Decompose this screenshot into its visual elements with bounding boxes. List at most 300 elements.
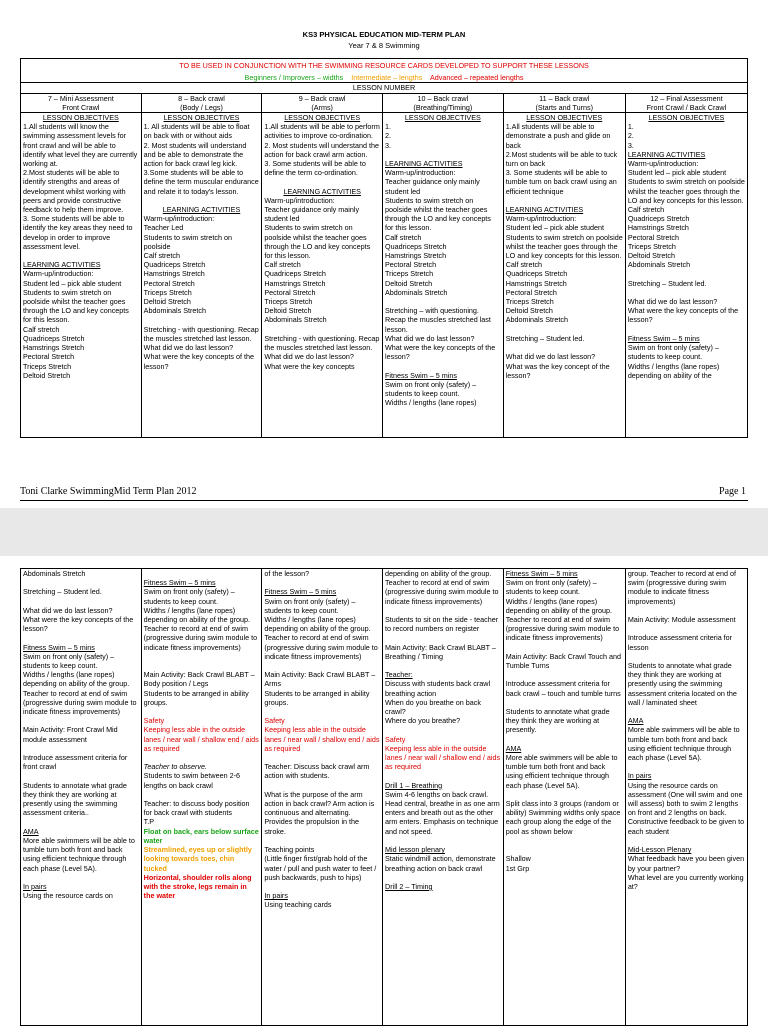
plan-line: [506, 643, 623, 652]
plan-line: [506, 196, 623, 205]
plan-line: Calf stretch: [23, 324, 60, 334]
plan-line: Stretching – Student led.: [627, 278, 707, 288]
plan-line: [628, 624, 745, 633]
plan-line: T.P: [143, 817, 155, 827]
plan-line: Widths / lengths (lane ropes) depending on ability of the group. Teacher to record at end of swim (progressive during swim module to indicate fitness improvements): [23, 670, 139, 717]
plan-line: [506, 845, 623, 854]
plan-line: Deltoid Stretch: [264, 306, 312, 316]
plan-line: Abdominals Stretch: [627, 260, 691, 270]
lesson-12-header: [625, 93, 747, 112]
plan-line: [23, 633, 139, 642]
plan-line: [628, 269, 745, 278]
plan-line: LESSON OBJECTIVES: [526, 113, 603, 123]
plan-line: In pairs: [627, 771, 652, 781]
plan-line: Warm-up/introduction:: [385, 168, 456, 178]
plan-line: Pectoral Stretch: [23, 352, 75, 362]
lesson-10-title: 10 – Back crawl: [417, 93, 469, 103]
lesson-11-title: 11 – Back crawl: [539, 93, 590, 103]
plan-line: Swim 4-6 lengths on back crawl. Head central, breathe in as one arm enters and breath out as the other arm enters. Emphasis on technique and not speed.: [385, 789, 502, 836]
plan-line: 1.: [627, 122, 634, 132]
plan-line: LEARNING ACTIVITIES: [385, 159, 463, 169]
lesson-7-body: [23, 113, 139, 437]
plan-line: 2. Most students will understand and be able to demonstrate the action for back crawl leg kick.: [143, 140, 249, 169]
plan-line: What were the key concepts of the lesson?: [143, 352, 256, 371]
plan-line: Deltoid Stretch: [143, 297, 191, 307]
plan-line: Warm-up/introduction:: [264, 195, 335, 205]
lesson-7-continued-body: [23, 569, 139, 1025]
plan-line: Fitness Swim – 5 mins: [264, 587, 337, 597]
plan-line: 2. Most students will understand the action for back crawl arm action.: [264, 140, 382, 159]
plan-line: [23, 251, 139, 260]
plan-line: [385, 633, 501, 642]
plan-line: What did we do last lesson?: [143, 343, 234, 353]
plan-line: More able swimmers will be able to tumble turn both front and back using efficient technique through each phase (Level 5A).: [23, 835, 137, 873]
plan-line: Pectoral Stretch: [505, 287, 557, 297]
lesson-11-body: [506, 113, 623, 437]
footer-page-number: Page 1: [719, 486, 746, 497]
plan-line: 3. Some students will be able to define the term co-ordination.: [264, 159, 368, 178]
plan-line: What did we do last lesson?: [264, 352, 354, 362]
lesson-11-continued: [503, 569, 625, 1026]
lesson-9-content: [262, 113, 383, 438]
plan-line: Swim on front only (safety) – students to keep count.: [264, 596, 358, 615]
plan-line: Stretching – with questioning. Recap the muscles stretched last lesson.: [385, 306, 493, 334]
plan-line: AMA: [505, 743, 522, 753]
lesson-7-subtitle: Front Crawl: [62, 102, 100, 112]
plan-line: Abdominals Stretch: [23, 569, 86, 578]
plan-line: [506, 325, 623, 334]
level-beginners: Beginners / Improvers – widths: [244, 73, 344, 83]
plan-line: Quadriceps Stretch: [143, 260, 206, 270]
plan-line: Teaching points: [264, 845, 315, 855]
level-advanced: Advanced – repeated lengths: [429, 73, 524, 83]
plan-line: Deltoid Stretch: [627, 251, 675, 261]
plan-line: 1.All students will know the swimming assessment levels for front crawl and will be able to identify what level they are currently working at.: [23, 122, 140, 169]
lesson-12-body: [628, 113, 745, 437]
plan-line: Fitness Swim – 5 mins: [143, 578, 216, 588]
plan-line: Teacher to observe.: [143, 762, 207, 772]
plan-line: Pectoral Stretch: [264, 287, 316, 297]
document-subtitle: Year 7 & 8 Swimming: [348, 41, 420, 50]
plan-line: Deltoid Stretch: [505, 306, 553, 316]
lesson-number-cell: LESSON NUMBER: [21, 83, 748, 93]
plan-line: Hamstrings Stretch: [385, 251, 447, 261]
plan-line: [628, 325, 745, 334]
plan-line: Pectoral Stretch: [143, 278, 195, 288]
plan-line: Abdominals Stretch: [385, 287, 448, 297]
plan-line: [144, 652, 260, 661]
plan-line: [23, 817, 139, 826]
plan-line: Using the resource cards on assessment (One will swim and one will assess) both to swim 2 lengths on front and 2 lengths on back. Constructive feedback to be given to each student: [627, 780, 747, 836]
plan-line: Mid-Lesson Plenary: [627, 845, 692, 855]
plan-line: Using teaching cards: [264, 900, 332, 910]
plan-line: Drill 2 – Timing: [385, 881, 433, 891]
plan-line: Students to swim stretch on poolside whilst the teacher goes through the LO and key concepts for this lesson.: [627, 177, 747, 205]
plan-line: [628, 288, 745, 297]
plan-line: Widths / lengths (lane ropes): [385, 398, 477, 408]
plan-line: Student led – pick able student: [23, 278, 122, 288]
plan-line: AMA: [627, 716, 644, 726]
plan-line: Widths / lengths (lane ropes) depending on ability of the group. Teacher to record at end of swim (progressive during swim module to indicate fitness improvements): [264, 615, 380, 661]
lesson-12-continued-body: [628, 569, 745, 1025]
plan-line: Students to be arranged in ability groups.: [143, 688, 251, 707]
plan-line: Hamstrings Stretch: [143, 269, 205, 279]
level-intermediate: Intermediate – lengths: [351, 73, 423, 83]
plan-line: Hamstrings Stretch: [627, 223, 689, 233]
lesson-8-header: [141, 93, 262, 112]
plan-line: Stretching - with questioning. Recap the muscles stretched last lesson.: [264, 333, 382, 353]
plan-line: 3.Some students will be able to define the term muscular endurance and relate it to today's lesson.: [143, 168, 261, 196]
plan-line: Main Activity: Module assessment: [627, 615, 736, 625]
plan-line: Hamstrings Stretch: [264, 278, 326, 288]
plan-line: Warm-up/introduction:: [23, 269, 94, 279]
plan-line: [385, 836, 501, 845]
plan-line: What was the key concept of the lesson?: [505, 361, 612, 380]
plan-line: LESSON OBJECTIVES: [284, 113, 361, 123]
plan-line: Hamstrings Stretch: [505, 278, 567, 288]
plan-line: Students to swim stretch on poolside whilst the teacher goes through the LO and key concepts for this lesson.: [505, 232, 625, 261]
plan-line: Swim on front only (safety) – students to keep count.: [505, 578, 599, 597]
plan-line: [144, 196, 260, 205]
plan-line: 1st Grp: [505, 863, 530, 873]
plan-line: [506, 343, 623, 352]
plan-line: Abdominals Stretch: [264, 315, 327, 325]
plan-line: Safety: [143, 716, 165, 726]
plan-line: Main Activity: Back Crawl BLABT –Arms: [264, 670, 376, 689]
plan-line: depending on ability of the group. Teacher to record at end of swim (progressive during swim module to indicate fitness improvements): [385, 569, 501, 606]
plan-line: Widths / lengths (lane ropes) depending on ability of the group. Teacher to record at end of swim (progressive during swim module to indicate fitness improvements): [505, 596, 622, 643]
plan-line: More able swimmers will be able to tumble turn both front and back using efficient technique through each phase (Level 5A).: [505, 753, 620, 790]
plan-line: Where do you breathe?: [385, 716, 461, 726]
plan-line: [628, 606, 745, 615]
plan-line: LESSON OBJECTIVES: [163, 113, 240, 123]
plan-line: Introduce assessment criteria for back crawl – touch and tumble turns: [505, 679, 621, 698]
plan-line: 3. Some students will be able to tumble turn on back crawl using an efficient technique: [505, 168, 619, 196]
plan-line: What did we do last lesson?: [23, 605, 113, 615]
plan-line: What did we do last lesson?: [627, 297, 718, 307]
plan-line: Quadriceps Stretch: [505, 269, 568, 279]
notice-row: [21, 59, 748, 83]
plan-line: Keeping less able in the outside lanes / near wall / shallow end / aids as required: [143, 725, 261, 753]
plan-line: Horizontal, shoulder rolls along with the stroke, legs remain in the water: [143, 872, 254, 901]
page-2: [0, 556, 768, 1024]
plan-line: Quadriceps Stretch: [385, 241, 447, 251]
lesson-7-title: 7 – Mini Assessment: [47, 93, 114, 103]
plan-line: What were the key concepts of the lesson?: [385, 343, 498, 362]
plan-line: Calf stretch: [143, 251, 181, 261]
plan-line: Triceps Stretch: [264, 297, 313, 307]
lesson-10-content: [383, 113, 504, 438]
lesson-content-row: [21, 113, 748, 438]
plan-line: Teacher Led: [143, 223, 184, 233]
plan-table-page-2: [20, 568, 748, 1026]
lesson-12-continued: [625, 569, 747, 1026]
plan-line: Teacher: to discuss body position for back crawl with students: [143, 799, 252, 818]
plan-line: Stretching - with questioning. Recap the muscles stretched last lesson.: [143, 324, 261, 343]
lesson-11-continued-body: [506, 569, 623, 1025]
lesson-number-row: [21, 83, 748, 93]
plan-line: Fitness Swim – 5 mins: [23, 642, 95, 652]
plan-line: Safety: [264, 716, 285, 726]
plan-line: Mid lesson plenary: [385, 845, 445, 855]
plan-line: Students to swim stretch on poolside: [143, 232, 234, 251]
plan-line: LEARNING ACTIVITIES: [627, 149, 706, 159]
plan-line: [23, 771, 139, 780]
plan-line: [144, 569, 260, 578]
plan-line: Static windmill action, demonstrate breathing action on back crawl: [385, 854, 498, 873]
plan-line: [506, 836, 623, 845]
plan-line: Calf stretch: [264, 260, 301, 270]
plan-line: Streamlined, eyes up or slightly looking towards toes, chin tucked: [143, 845, 254, 873]
plan-line: [264, 882, 380, 891]
plan-line: Calf stretch: [505, 260, 543, 270]
notice-cell: [21, 59, 748, 83]
plan-line: Swim on front only (safety) – students to keep count.: [143, 587, 237, 606]
plan-line: Students to annotate what grade they think they are working at presently using the swimming assessment criteria located on the wall / laminated sheet: [627, 661, 739, 707]
plan-line: LEARNING ACTIVITIES: [162, 205, 241, 215]
lesson-8-body: [144, 113, 260, 437]
plan-line: [264, 325, 380, 334]
plan-line: Main Activity: Back Crawl BLABT – Body position / Legs: [143, 670, 257, 689]
plan-line: Calf stretch: [627, 205, 665, 215]
plan-line: Pectoral Stretch: [385, 260, 437, 270]
plan-line: [264, 707, 380, 716]
plan-line: AMA: [23, 826, 39, 836]
plan-line: Widths / lengths (lane ropes) depending on ability of the: [627, 361, 722, 380]
plan-line: [264, 836, 380, 845]
plan-line: Swim on front only (safety) – students to keep count.: [23, 651, 117, 671]
lesson-8-subtitle: (Body / Legs): [180, 102, 223, 112]
continued-content-row: [21, 569, 748, 1026]
plan-line: Students to sit on the side - teacher to record numbers on register: [385, 615, 501, 634]
lesson-7-continued: [21, 569, 142, 1026]
plan-line: Fitness Swim – 5 mins: [505, 569, 578, 578]
plan-line: [506, 670, 623, 679]
plan-line: More able swimmers will be able to tumble turn both front and back using efficient technique through each phase (Level 5A).: [627, 725, 742, 763]
plan-line: [23, 597, 139, 606]
lesson-7-header: [21, 93, 142, 112]
lesson-8-content: [141, 113, 262, 438]
document-title: KS3 PHYSICAL EDUCATION MID-TERM PLAN: [302, 30, 466, 39]
plan-line: Abdominals Stretch: [505, 315, 569, 325]
page-gap: [0, 508, 768, 556]
lesson-9-header: [262, 93, 383, 112]
plan-line: What feedback have you been given by your partner?: [627, 854, 747, 873]
plan-line: Main Activity: Front Crawl Mid module assessment: [23, 725, 120, 744]
lesson-9-continued: [262, 569, 383, 1026]
plan-line: Triceps Stretch: [385, 269, 434, 279]
plan-line: Teacher:: [385, 670, 413, 680]
plan-line: Students to be arranged in ability groups.: [264, 688, 372, 707]
plan-line: Triceps Stretch: [505, 297, 554, 307]
plan-line: 1.All students will be able to demonstrate a push and glide on back: [505, 122, 613, 150]
plan-line: Swim on front only (safety) – students to keep count.: [627, 343, 721, 362]
plan-line: 2.: [627, 131, 634, 141]
page-1: [0, 0, 768, 508]
plan-line: [385, 606, 501, 615]
plan-line: Split class into 3 groups (random or ability) Swimming widths only space each group along the edge of the pool as shown below: [505, 799, 623, 836]
plan-line: Fitness Swim – 5 mins: [385, 370, 457, 380]
plan-line: Stretching – Student led.: [505, 333, 585, 343]
plan-line: [264, 753, 380, 762]
plan-line: [506, 790, 623, 799]
lesson-12-title: 12 – Final Assessment: [650, 93, 723, 103]
plan-line: 3.: [627, 140, 634, 150]
lesson-12-subtitle: Front Crawl / Back Crawl: [646, 102, 727, 112]
plan-line: [264, 578, 380, 587]
lesson-header-row: [21, 93, 748, 112]
plan-line: Fitness Swim – 5 mins: [627, 333, 700, 343]
plan-line: What were the key concepts: [264, 361, 355, 371]
plan-line: Using the resource cards on: [23, 891, 113, 901]
notice-text: TO BE USED IN CONJUNCTION WITH THE SWIMMING RESOURCE CARDS DEVELOPED TO SUPPORT THESE LESSONS: [179, 61, 589, 70]
plan-line: Triceps Stretch: [23, 361, 72, 371]
lesson-9-body: [264, 113, 380, 437]
lesson-9-subtitle: (Arms): [311, 102, 333, 112]
plan-line: LEARNING ACTIVITIES: [283, 186, 361, 196]
plan-line: [385, 873, 501, 882]
plan-line: [144, 661, 260, 670]
plan-line: [264, 177, 380, 186]
plan-line: Student led – pick able student: [627, 168, 727, 178]
lesson-9-title: 9 – Back crawl: [298, 93, 346, 103]
plan-line: Triceps Stretch: [627, 241, 676, 251]
plan-line: group. Teacher to record at end of swim (progressive during swim module to indicate fitness improvements): [627, 569, 738, 606]
plan-line: Deltoid Stretch: [385, 278, 433, 288]
plan-line: Keeping less able in the outside lanes / near wall / shallow end / aids as required: [264, 725, 382, 753]
plan-line: Keeping less able in the outside lanes / near wall / shallow end / aids as required: [385, 743, 503, 772]
plan-line: Hamstrings Stretch: [23, 343, 85, 353]
plan-line: [23, 744, 139, 753]
plan-line: (Little finger first/grab hold of the water / pull and push water to feet / push backwards, push to hips): [264, 854, 379, 882]
plan-line: Main Activity: Back Crawl Touch and Tumble Turns: [505, 651, 623, 671]
plan-line: Warm-up/introduction:: [505, 214, 577, 224]
lesson-8-title: 8 – Back crawl: [178, 93, 225, 103]
plan-line: Students to swim between 2-6 lengths on back crawl: [143, 771, 242, 790]
plan-line: Drill 1 – Breathing: [385, 780, 443, 790]
lesson-11-header: [503, 93, 625, 112]
plan-line: [385, 150, 501, 159]
plan-line: Introduce assessment criteria for front crawl: [23, 753, 130, 772]
plan-line: of the lesson?: [264, 569, 310, 578]
plan-line: Triceps Stretch: [143, 287, 192, 297]
plan-line: [144, 707, 260, 716]
plan-line: [506, 698, 623, 707]
plan-line: [628, 652, 745, 661]
plan-line: [628, 836, 745, 845]
plan-line: [144, 790, 260, 799]
plan-line: Student led – pick able student: [505, 223, 604, 233]
plan-line: Teacher guidance only mainly student led: [385, 177, 482, 196]
plan-line: Shallow: [505, 854, 531, 864]
plan-line: [144, 753, 260, 762]
plan-line: Main Activity: Back Crawl BLABT – Breathing / Timing: [385, 642, 498, 661]
plan-line: 2.Most students will be able to identify strengths and areas of development whilst working with peers and provide constructive feedback to help them improve.: [23, 168, 128, 215]
lesson-10-body: [385, 113, 501, 437]
plan-line: 2.: [385, 131, 392, 141]
plan-line: Calf stretch: [385, 232, 422, 242]
lesson-10-subtitle: (Breathing/Timing): [413, 102, 473, 112]
plan-line: LESSON OBJECTIVES: [648, 113, 725, 123]
plan-line: [385, 771, 501, 780]
plan-line: [23, 873, 139, 882]
plan-line: What were the key concepts of the lesson?: [23, 615, 136, 634]
plan-line: What is the purpose of the arm action in back crawl? Arm action is continuous and alternating. Provides the propulsion in the stroke.: [264, 789, 377, 836]
plan-line: Students to swim stretch on poolside whilst the teacher goes through the LO and key concepts for this lesson.: [385, 195, 493, 233]
plan-line: What level are you currently working at?: [627, 872, 746, 891]
plan-line: Introduce assessment criteria for lesson: [627, 633, 735, 652]
plan-line: [506, 735, 623, 744]
plan-line: Quadriceps Stretch: [627, 214, 690, 224]
plan-line: Warm-up/introduction:: [627, 159, 699, 169]
plan-line: LEARNING ACTIVITIES: [23, 260, 101, 270]
lesson-8-continued: [141, 569, 262, 1026]
plan-line: Swim on front only (safety) – students to keep count.: [385, 379, 479, 399]
plan-line: [385, 297, 501, 306]
lesson-11-subtitle: (Starts and Turns): [535, 102, 594, 112]
plan-line: Pectoral Stretch: [627, 232, 679, 242]
plan-line: Warm-up/introduction:: [143, 214, 215, 224]
plan-line: In pairs: [23, 881, 47, 891]
plan-line: [385, 725, 501, 734]
footer-left: Toni Clarke SwimmingMid Term Plan 2012: [20, 486, 197, 497]
plan-line: Abdominals Stretch: [143, 306, 206, 316]
plan-table-page-1: [20, 58, 748, 438]
plan-line: What did we do last lesson?: [385, 333, 475, 343]
plan-line: 1.All students will be able to perform activities to improve co-ordination.: [264, 122, 382, 141]
lesson-10-header: [383, 93, 504, 112]
plan-line: LESSON OBJECTIVES: [42, 113, 119, 123]
plan-line: Stretching – Student led.: [23, 587, 102, 597]
plan-line: Deltoid Stretch: [23, 370, 71, 380]
plan-line: Students to annotate what grade they think they are working at presently using the swimming assessment criteria..: [23, 780, 129, 818]
footer-rule: [20, 500, 748, 501]
plan-line: Safety: [385, 734, 406, 744]
plan-line: Teacher: Discuss back crawl arm action with students.: [264, 762, 372, 781]
plan-line: LESSON OBJECTIVES: [404, 113, 481, 123]
plan-line: 1. All students will be able to float on back with or without aids: [143, 122, 252, 141]
plan-line: [144, 315, 260, 324]
plan-line: [264, 661, 380, 670]
plan-line: Quadriceps Stretch: [264, 269, 326, 279]
plan-line: LEARNING ACTIVITIES: [505, 205, 584, 215]
lesson-7-content: [21, 113, 142, 438]
plan-line: 2.Most students will be able to tuck turn on back: [505, 149, 620, 169]
plan-line: [628, 762, 745, 771]
plan-line: 3. Some students will be able to identify the key areas they need to develop in order to improve assessment level.: [23, 214, 135, 251]
plan-line: [23, 578, 139, 587]
plan-line: Discuss with students back crawl breathing action: [385, 679, 493, 698]
plan-line: When do you breathe on back crawl?: [385, 697, 483, 717]
plan-line: 1.: [385, 122, 392, 132]
plan-line: [628, 707, 745, 716]
lesson-9-continued-body: [264, 569, 380, 1025]
plan-line: In pairs: [264, 891, 288, 901]
plan-line: Students to swim stretch on poolside whilst the teacher goes through the LO and key concepts for this lesson.: [264, 223, 373, 261]
plan-line: Students to swim stretch on poolside whilst the teacher goes through the LO and key concepts for this lesson.: [23, 287, 131, 325]
plan-line: [23, 716, 139, 725]
plan-line: [264, 781, 380, 790]
lesson-10-continued: [383, 569, 504, 1026]
plan-line: What were the key concepts of the lesson?: [627, 306, 741, 325]
lesson-12-content: [625, 113, 747, 438]
levels-line: [23, 73, 745, 82]
plan-line: What did we do last lesson?: [505, 352, 596, 362]
plan-line: [385, 362, 501, 371]
lesson-10-continued-body: [385, 569, 501, 1025]
plan-line: 3.: [385, 140, 392, 150]
lesson-11-content: [503, 113, 625, 438]
